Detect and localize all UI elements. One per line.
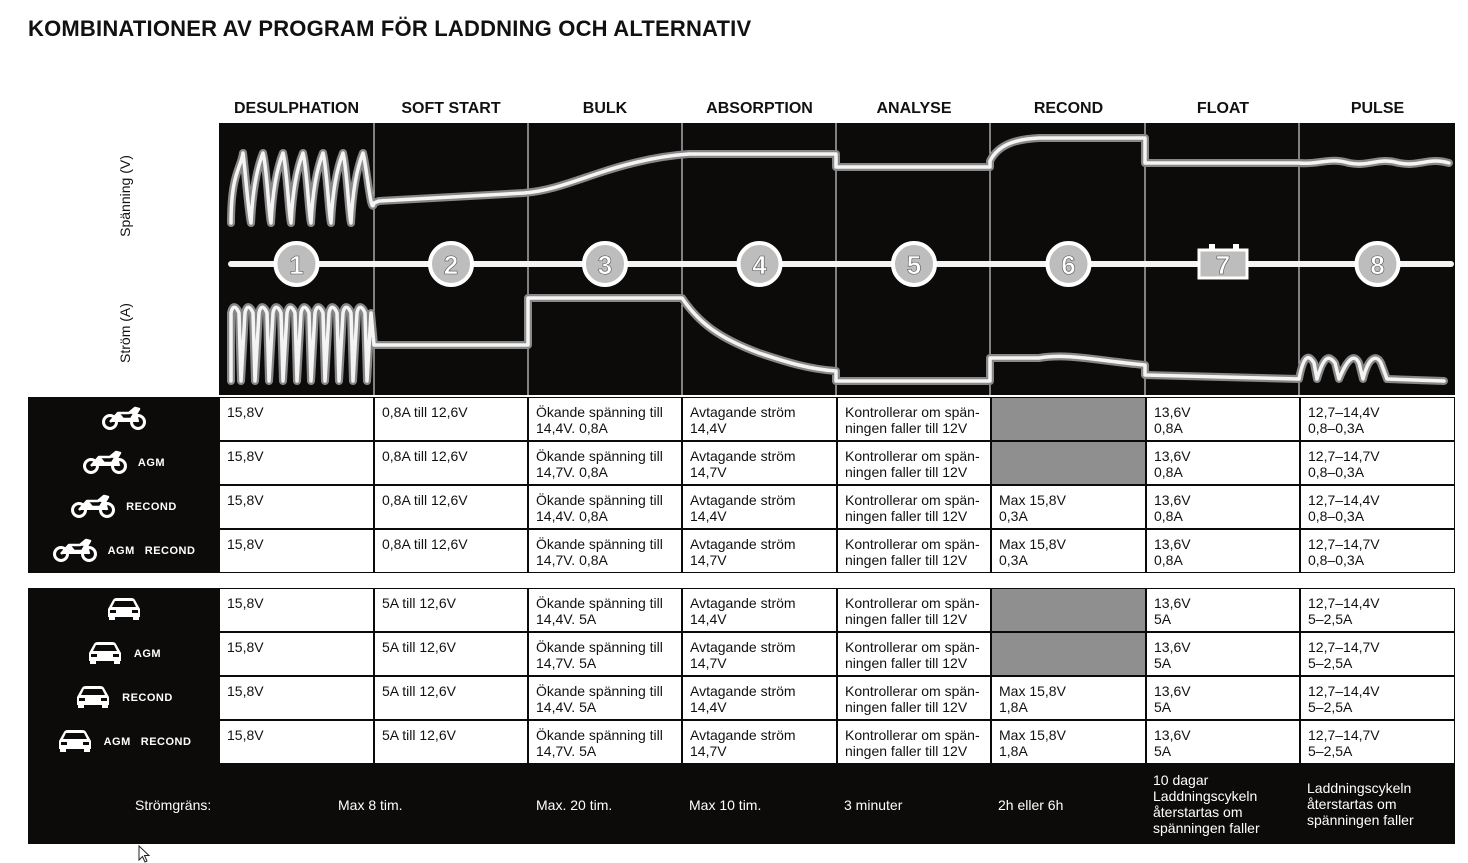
step-marker-2 xyxy=(430,243,472,285)
table-cell: Max 15,8V 0,3A xyxy=(992,486,1145,528)
table-cell: 13,6V 0,8A xyxy=(1147,398,1299,440)
table-cell: 13,6V 5A xyxy=(1147,589,1299,631)
table-cell: Ökande spänning till 14,4V. 0,8A xyxy=(529,398,681,440)
mc-mode-row-2 xyxy=(28,441,219,485)
table-cell: Ökande spänning till 14,7V. 0,8A xyxy=(529,530,681,572)
table-cell: 13,6V 5A xyxy=(1147,721,1299,763)
table-cell: Avtagande ström 14,4V xyxy=(683,677,836,719)
table-cell: 13,6V 5A xyxy=(1147,633,1299,675)
motorcycle-icon xyxy=(82,448,128,479)
table-cell xyxy=(992,442,1145,484)
step-number-2: 2 xyxy=(443,250,459,280)
mode-tag-recond: RECOND xyxy=(144,545,196,557)
time-limit-value: 10 dagar Laddningscykeln återstartas om spänningen faller xyxy=(1153,772,1260,836)
table-cell: Avtagande ström 14,7V xyxy=(683,442,836,484)
mode-tag-recond: RECOND xyxy=(126,501,177,513)
step-number-5: 5 xyxy=(906,250,922,280)
phase-header-absorption: ABSORPTION xyxy=(706,100,813,117)
table-cell: 15,8V xyxy=(220,677,373,719)
charging-curves xyxy=(219,123,1455,395)
table-cell: Avtagande ström 14,4V xyxy=(683,589,836,631)
mode-tag-agm: AGM xyxy=(137,457,166,469)
table-cell: Ökande spänning till 14,4V. 5A xyxy=(529,589,681,631)
car-icon xyxy=(105,595,143,626)
table-cell: 5A till 12,6V xyxy=(375,721,527,763)
table-cell: 15,8V xyxy=(220,486,373,528)
mouse-cursor-icon xyxy=(138,845,152,863)
table-cell: Kontrollerar om spän- ningen faller till 12V xyxy=(838,721,990,763)
mode-tag-recond: RECOND xyxy=(122,692,173,704)
voltage-axis-label: Spänning (V) xyxy=(117,155,133,237)
table-cell: 12,7–14,4V 0,8–0,3A xyxy=(1301,486,1454,528)
phase-header-bulk: BULK xyxy=(582,100,628,117)
step-marker-6 xyxy=(1048,243,1090,285)
time-limit-value: Max. 20 tim. xyxy=(536,797,613,813)
car-mode-row-4 xyxy=(28,720,219,764)
car-mode-row-2 xyxy=(28,632,219,676)
table-cell: Kontrollerar om spän- ningen faller till 12V xyxy=(838,442,990,484)
car-mode-row-1 xyxy=(28,588,219,632)
table-cell: 5A till 12,6V xyxy=(375,589,527,631)
table-cell: 13,6V 0,8A xyxy=(1147,530,1299,572)
page-title: KOMBINATIONER AV PROGRAM FÖR LADDNING OCH ALTERNATIV xyxy=(28,16,752,41)
table-cell: 13,6V 5A xyxy=(1147,677,1299,719)
table-cell: Avtagande ström 14,4V xyxy=(683,398,836,440)
table-cell: 15,8V xyxy=(220,530,373,572)
mode-tag-recond: RECOND xyxy=(140,736,192,748)
table-cell xyxy=(992,633,1145,675)
step-number-6: 6 xyxy=(1061,250,1076,280)
current-curve xyxy=(231,298,1444,381)
car-mode-row-3 xyxy=(28,676,219,720)
phase-header-desulphation: DESULPHATION xyxy=(233,100,360,117)
phase-header-soft-start: SOFT START xyxy=(401,100,501,117)
table-cell: Max 15,8V 0,3A xyxy=(992,530,1145,572)
motorcycle-icon xyxy=(70,492,116,523)
mc-mode-row-3 xyxy=(28,485,219,529)
table-cell xyxy=(992,398,1145,440)
charging-graph xyxy=(219,123,1455,395)
car-icon xyxy=(74,683,112,714)
table-cell: Ökande spänning till 14,4V. 5A xyxy=(529,677,681,719)
step-marker-7 xyxy=(1199,244,1247,280)
table-cell: 12,7–14,4V 0,8–0,3A xyxy=(1301,398,1454,440)
step-number-4: 4 xyxy=(752,250,767,280)
table-cell: 13,6V 0,8A xyxy=(1147,486,1299,528)
table-cell: Kontrollerar om spän- ningen faller till 12V xyxy=(838,677,990,719)
table-cell: Kontrollerar om spän- ningen faller till 12V xyxy=(838,398,990,440)
table-cell: Ökande spänning till 14,7V. 5A xyxy=(529,721,681,763)
table-cell: Ökande spänning till 14,7V. 5A xyxy=(529,633,681,675)
step-marker-4 xyxy=(739,243,781,285)
mode-tag-agm: AGM xyxy=(103,736,131,748)
current-axis-label: Ström (A) xyxy=(117,303,133,363)
table-cell: 5A till 12,6V xyxy=(375,677,527,719)
table-cell: Ökande spänning till 14,7V. 0,8A xyxy=(529,442,681,484)
step-number-1: 1 xyxy=(289,250,304,280)
time-limit-row xyxy=(28,764,1455,844)
table-cell: 15,8V xyxy=(220,398,373,440)
table-cell: Avtagande ström 14,4V xyxy=(683,486,836,528)
step-number-3: 3 xyxy=(597,250,613,280)
step-marker-8 xyxy=(1357,243,1399,285)
time-limit-value: 2h eller 6h xyxy=(998,797,1064,813)
time-limit-value: Laddningscykeln återstartas om spänningen faller xyxy=(1307,780,1414,828)
step-marker-1 xyxy=(276,243,318,285)
table-cell: 12,7–14,7V 0,8–0,3A xyxy=(1301,442,1454,484)
time-limit-value: Max 10 tim. xyxy=(689,797,762,813)
mc-mode-row-4 xyxy=(28,529,219,573)
table-cell: 15,8V xyxy=(220,589,373,631)
table-cell: 12,7–14,7V 5–2,5A xyxy=(1301,633,1454,675)
table-cell: Kontrollerar om spän- ningen faller till 12V xyxy=(838,486,990,528)
time-limit-value: Max 8 tim. xyxy=(338,797,403,813)
step-number-7: 7 xyxy=(1215,250,1231,280)
phase-header-recond: RECOND xyxy=(1033,100,1104,117)
table-cell: 12,7–14,7V 0,8–0,3A xyxy=(1301,530,1454,572)
table-cell: 15,8V xyxy=(220,633,373,675)
step-number-8: 8 xyxy=(1370,250,1385,280)
table-cell: Max 15,8V 1,8A xyxy=(992,721,1145,763)
mode-tag-agm: AGM xyxy=(107,545,135,557)
table-cell: 0,8A till 12,6V xyxy=(375,486,527,528)
table-cell: 5A till 12,6V xyxy=(375,633,527,675)
table-cell: 12,7–14,4V 5–2,5A xyxy=(1301,589,1454,631)
table-cell: Kontrollerar om spän- ningen faller till 12V xyxy=(838,530,990,572)
mc-mode-row-1 xyxy=(28,397,219,441)
table-cell: 13,6V 0,8A xyxy=(1147,442,1299,484)
table-cell: 0,8A till 12,6V xyxy=(375,398,527,440)
table-cell xyxy=(992,589,1145,631)
car-icon xyxy=(56,727,94,758)
motorcycle-icon xyxy=(101,404,147,435)
table-cell: 12,7–14,7V 5–2,5A xyxy=(1301,721,1454,763)
phase-header-analyse: ANALYSE xyxy=(876,100,952,117)
motorcycle-icon xyxy=(52,536,98,567)
table-cell: 15,8V xyxy=(220,442,373,484)
table-cell: 12,7–14,4V 5–2,5A xyxy=(1301,677,1454,719)
table-cell: Avtagande ström 14,7V xyxy=(683,633,836,675)
table-cell: Kontrollerar om spän- ningen faller till 12V xyxy=(838,633,990,675)
table-cell: Max 15,8V 1,8A xyxy=(992,677,1145,719)
mode-tag-agm: AGM xyxy=(133,648,162,660)
phase-header-float: FLOAT xyxy=(1196,100,1250,117)
voltage-curve xyxy=(231,138,1449,223)
step-marker-5 xyxy=(893,243,935,285)
step-marker-3 xyxy=(584,243,626,285)
time-limit-label: Strömgräns: xyxy=(135,797,212,813)
phase-header-pulse: PULSE xyxy=(1350,100,1405,117)
table-cell: 0,8A till 12,6V xyxy=(375,530,527,572)
table-cell: Avtagande ström 14,7V xyxy=(683,721,836,763)
table-cell: 15,8V xyxy=(220,721,373,763)
time-limit-value: 3 minuter xyxy=(844,797,903,813)
table-cell: Avtagande ström 14,7V xyxy=(683,530,836,572)
table-cell: 0,8A till 12,6V xyxy=(375,442,527,484)
table-cell: Kontrollerar om spän- ningen faller till 12V xyxy=(838,589,990,631)
car-icon xyxy=(86,639,124,670)
table-cell: Ökande spänning till 14,4V. 0,8A xyxy=(529,486,681,528)
